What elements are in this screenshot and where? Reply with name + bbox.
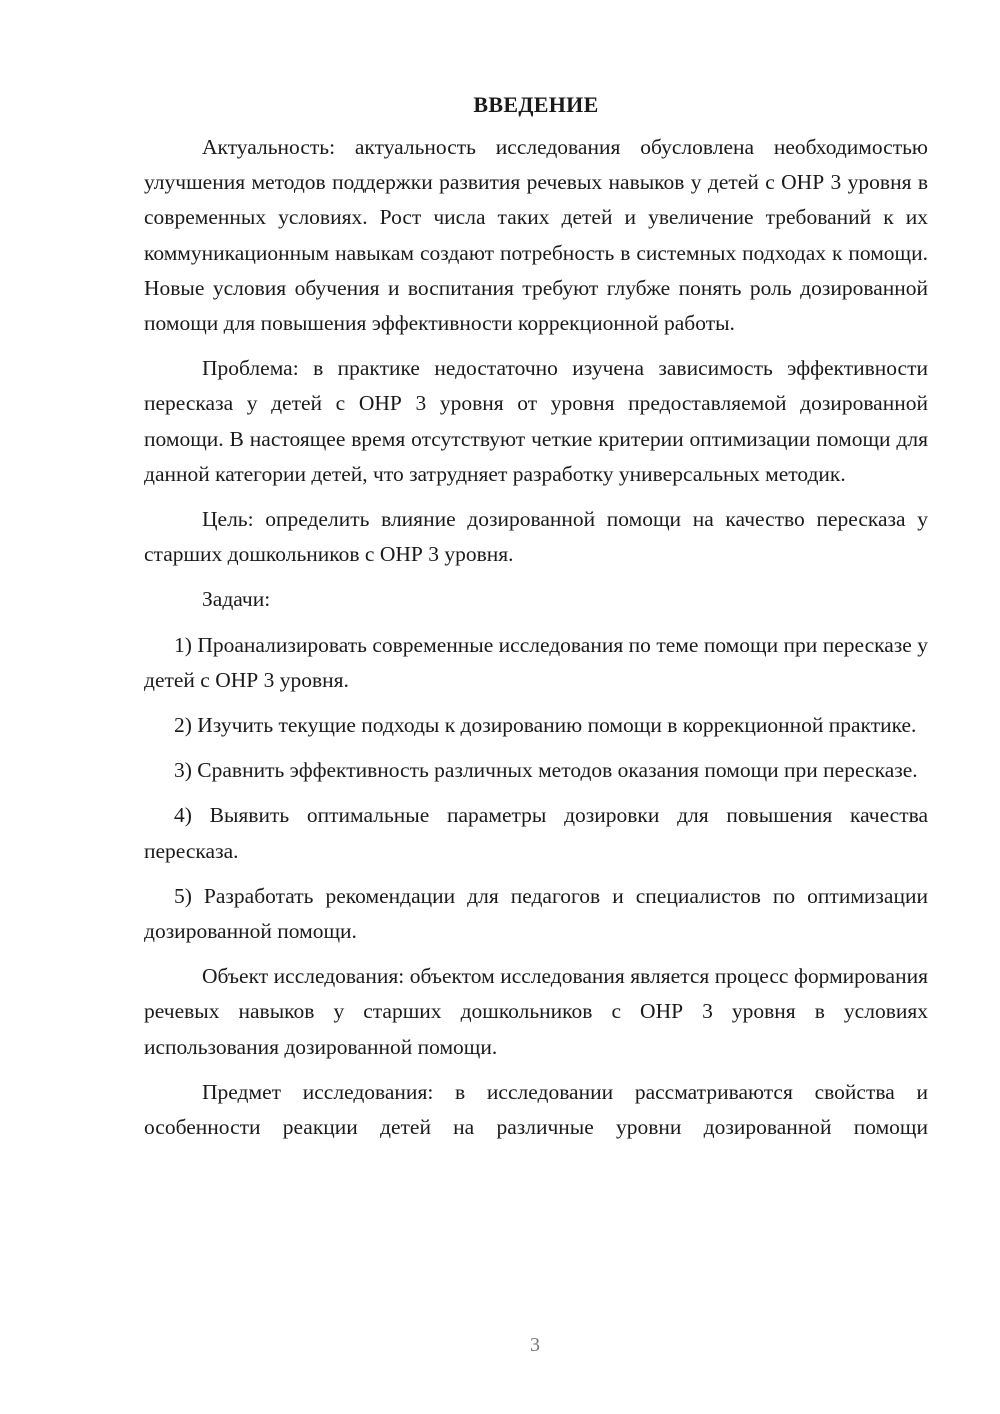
section-title: ВВЕДЕНИЕ (473, 92, 599, 117)
relevance-paragraph: Актуальность: актуальность исследования обусловлена необходимостью улучшения методов поддержки развития речевых навыков у детей с ОНР 3 уровня в современных условиях. Рост числа таких детей и увеличение требований к их коммуникационным навыкам создают потребность в системных подходах к помощи. Новые условия обучения и воспитания требуют глубже понять роль дозированной помощи для повышения эффективности коррекционной работы. (144, 135, 928, 336)
task-item: 1) Проанализировать современные исследования по теме помощи при пересказе у детей с ОНР 3 уровня. (144, 632, 928, 692)
object-paragraph: Объект исследования: объектом исследования является процесс формирования речевых навыков у старших дошкольников с ОНР 3 уровня в условиях использования дозированной помощи. (144, 964, 928, 1059)
goal-paragraph: Цель: определить влияние дозированной помощи на качество пересказа у старших дошкольников с ОНР 3 уровня. (144, 507, 928, 567)
task-item: 4) Выявить оптимальные параметры дозировки для повышения качества пересказа. (144, 803, 928, 863)
page-number: 3 (530, 1334, 540, 1356)
document-page (144, 92, 928, 1155)
task-item: 2) Изучить текущие подходы к дозированию помощи в коррекционной практике. (174, 713, 917, 738)
problem-paragraph: Проблема: в практике недостаточно изучена зависимость эффективности пересказа у детей с ОНР 3 уровня от уровня предоставляемой дозированной помощи. В настоящее время отсутствуют четкие критерии оптимизации помощи для данной категории детей, что затрудняет разработку универсальных методик. (144, 356, 928, 486)
task-item: 5) Разработать рекомендации для педагогов и специалистов по оптимизации дозированной помощи. (144, 883, 928, 944)
tasks-heading: Задачи: (202, 587, 271, 612)
subject-paragraph: Предмет исследования: в исследовании рассматриваются свойства и особенности реакции детей на различные уровни дозированной помощи (144, 1079, 928, 1140)
task-item: 3) Сравнить эффективность различных методов оказания помощи при пересказе. (174, 758, 918, 783)
